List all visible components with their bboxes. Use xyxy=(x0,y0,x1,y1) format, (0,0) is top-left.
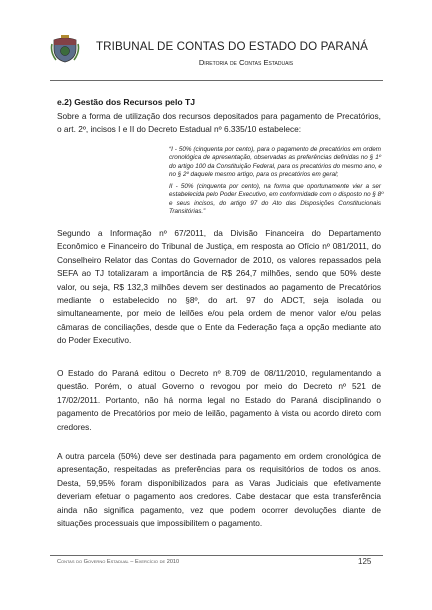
footer-text: Contas do Governo Estadual – Exercício de 2010 xyxy=(57,559,180,565)
paragraph-line: simultaneamente, por meio de leilões e/ou pela ordem de menor valor e/ou pelas xyxy=(57,308,381,319)
section-title: e.2) Gestão dos Recursos pelo TJ xyxy=(57,97,196,107)
paragraph-line: Econômico e Financeiro do Tribunal de Justiça, em resposta ao Ofício nº 081/2011, do xyxy=(57,241,381,252)
paragraph-line: pagamento de Precatórios por meio de leilão, pagamento à vista ou acordo direto com xyxy=(57,408,381,419)
coat-of-arms-icon xyxy=(50,34,80,64)
paragraph-line: A outra parcela (50%) deve ser destinada para pagamento em ordem cronológica de xyxy=(57,451,381,461)
paragraph-line: Segundo a Informação nº 67/2011, da Divisão Financeira do Departamento xyxy=(57,228,381,238)
quote-item-2 xyxy=(169,183,384,217)
paragraph-line: Desta, 59,95% foram disponibilizados para as Varas Judiciais que efetivamente xyxy=(57,477,381,488)
paragraph-line: mediante o estabelecido no §8º, do art. 97 do ADCT, seja isolada ou xyxy=(57,295,381,306)
paragraph-line: câmaras de conciliações, desde que o Ente da Federação faça a opção mediante ato xyxy=(57,321,381,332)
body-paragraph-2 xyxy=(57,367,381,434)
paragraph-line: do Poder Executivo. xyxy=(57,335,132,346)
quote-line: no § 2º daquele mesmo artigo, para os precatórios em geral; xyxy=(169,171,339,179)
quote-line: do artigo 100 da Constituição Federal, para os precatórios do mesmo ano, e xyxy=(169,162,382,170)
body-paragraph-1 xyxy=(57,227,381,348)
header-title: TRIBUNAL DE CONTAS DO ESTADO DO PARANÁ xyxy=(96,40,368,53)
paragraph-line: situações processuais que impossibilitem o pagamento. xyxy=(57,518,263,529)
paragraph-line: questão. Porém, o atual Governo o revogou por meio do Decreto nº 521 de xyxy=(57,381,381,392)
header-divider xyxy=(50,80,383,81)
paragraph-line: apresentação, respeitadas as preferências para os requisitórios de todos os anos. xyxy=(57,464,381,475)
paragraph-line: valor, ou seja, R$ 132,3 milhões devem ser destinados ao pagamento de Precatórios xyxy=(57,281,381,292)
paragraph-line: o art. 2º, incisos I e II do Decreto Estadual nº 6.335/10 estabelece: xyxy=(57,124,302,135)
quote-line: “I - 50% (cinquenta por cento), para o pagamento de precatórios em ordem xyxy=(169,146,381,153)
paragraph-line: O Estado do Paraná editou o Decreto nº 8.709 de 08/11/2010, regulamentando a xyxy=(57,368,381,378)
quote-line: II - 50% (cinquenta por cento), na forma que oportunamente vier a ser xyxy=(169,183,381,190)
paragraph-line: deveriam efetuar o pagamento aos credores. Cabe destacar que esta transferência xyxy=(57,491,381,502)
paragraph-line: SEFA ao TJ totalizaram a importância de R$ 264,7 milhões, sendo que 50% deste xyxy=(57,268,381,279)
paragraph-line: credores. xyxy=(57,421,92,432)
intro-paragraph xyxy=(57,110,381,137)
header-subtitle: Diretoria de Contas Estaduais xyxy=(198,58,294,67)
footer-divider xyxy=(50,555,383,556)
quote-line: cronológica de apresentação, observadas as preferências definidas no § 1º xyxy=(169,154,381,162)
quote-line: Transitórias.” xyxy=(169,208,206,216)
paragraph-line: Conselheiro Relator das Contas do Governador de 2010, os valores repassados pela xyxy=(57,254,381,265)
body-paragraph-3 xyxy=(57,450,381,530)
quote-line: estabelecida pelo Poder Executivo, em conformidade com o disposto no § 8º xyxy=(169,191,384,199)
quote-line: e seus incisos, do artigo 97 do Ato das Disposições Constitucionais xyxy=(169,199,381,207)
quote-item-1 xyxy=(169,146,381,180)
page-number: 125 xyxy=(358,557,372,566)
paragraph-line: 17/02/2011. Portanto, não há norma legal no Estado do Paraná disciplinando o xyxy=(57,394,381,405)
paragraph-line: Sobre a forma de utilização dos recursos depositados para pagamento de Precatórios, xyxy=(57,111,381,121)
paragraph-line: ainda não significa pagamento, vez que podem ocorrer devoluções diante de xyxy=(57,504,381,515)
